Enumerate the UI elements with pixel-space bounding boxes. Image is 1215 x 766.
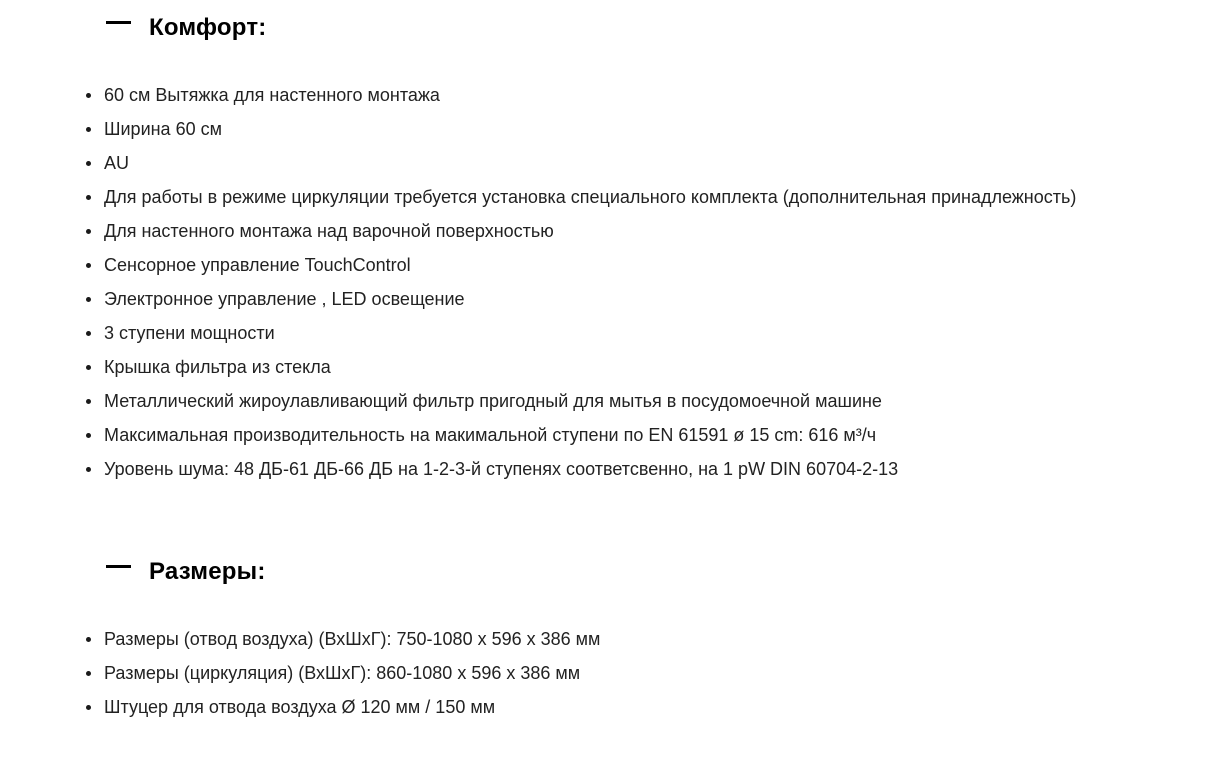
list-item-text: Для работы в режиме циркуляции требуется установка специального комплекта (дополнительная принадлежность): [104, 187, 1077, 207]
list-item: [0, 384, 1076, 418]
list-item: [0, 248, 1076, 282]
list-item-text: Ширина 60 см: [104, 119, 222, 139]
bullet-icon: [86, 161, 91, 166]
list-item: [0, 146, 1076, 180]
list-item: [0, 452, 1076, 486]
list-item-text: Штуцер для отвода воздуха Ø 120 мм / 150 мм: [104, 697, 496, 717]
bullet-icon: [86, 195, 91, 200]
collapse-dash-icon[interactable]: [106, 21, 131, 24]
list-item: [0, 350, 1076, 384]
bullet-icon: [86, 297, 91, 302]
bullet-icon: [86, 263, 91, 268]
bullet-icon: [86, 93, 91, 98]
list-item: [0, 180, 1076, 214]
dimensions-title: Размеры:: [149, 558, 266, 585]
comfort-title: Комфорт:: [149, 14, 267, 41]
list-item-text: Металлический жироулавливающий фильтр пригодный для мытья в посудомоечной машине: [104, 391, 882, 411]
list-item: [0, 112, 1076, 146]
list-item-text: Крышка фильтра из стекла: [104, 357, 331, 377]
list-item: [0, 622, 600, 656]
dimensions-feature-list: [0, 622, 600, 724]
bullet-icon: [86, 365, 91, 370]
bullet-icon: [86, 467, 91, 472]
list-item: [0, 316, 1076, 350]
bullet-icon: [86, 433, 91, 438]
list-item-text: Уровень шума: 48 ДБ-61 ДБ-66 ДБ на 1-2-3-й ступенях соответсвенно, на 1 pW DIN 60704-2-13: [104, 459, 899, 479]
list-item: [0, 78, 1076, 112]
list-item-text: Размеры (циркуляция) (ВхШхГ): 860-1080 x 596 x 386 мм: [104, 663, 581, 683]
bullet-icon: [86, 399, 91, 404]
list-item-text: 3 ступени мощности: [104, 323, 275, 343]
dimensions-header[interactable]: [106, 544, 266, 600]
list-item-text: 60 см Вытяжка для настенного монтажа: [104, 85, 440, 105]
list-item-text: Максимальная производительность на макимальной ступени по EN 61591 ø 15 cm: 616 м³/ч: [104, 425, 877, 445]
comfort-feature-list: [0, 78, 1076, 486]
list-item: [0, 282, 1076, 316]
list-item: [0, 690, 600, 724]
list-item-text: Для настенного монтажа над варочной поверхностью: [104, 221, 554, 241]
bullet-icon: [86, 127, 91, 132]
comfort-header[interactable]: [106, 0, 266, 56]
bullet-icon: [86, 705, 91, 710]
bullet-icon: [86, 671, 91, 676]
collapse-dash-icon[interactable]: [106, 565, 131, 568]
bullet-icon: [86, 637, 91, 642]
list-item: [0, 214, 1076, 248]
list-item-text: Размеры (отвод воздуха) (ВхШхГ): 750-1080 x 596 x 386 мм: [104, 629, 601, 649]
list-item-text: AU: [104, 153, 130, 173]
bullet-icon: [86, 229, 91, 234]
bullet-icon: [86, 331, 91, 336]
list-item: [0, 418, 1076, 452]
list-item-text: Электронное управление , LED освещение: [104, 289, 465, 309]
list-item-text: Сенсорное управление TouchControl: [104, 255, 411, 275]
list-item: [0, 656, 600, 690]
